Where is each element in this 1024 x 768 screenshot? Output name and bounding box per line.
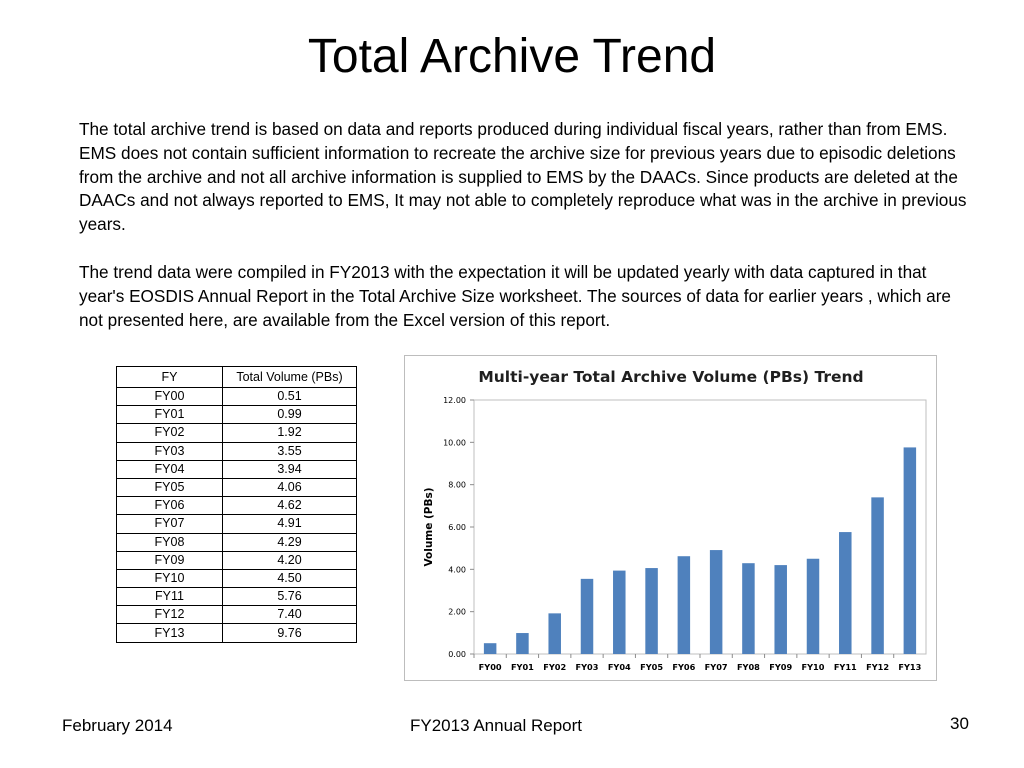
chart-bar <box>839 532 852 654</box>
chart-y-axis-label: Volume (PBs) <box>423 487 435 567</box>
chart-bar <box>807 559 820 654</box>
chart-plot-area <box>474 400 926 654</box>
table-cell-volume: 5.76 <box>223 588 357 606</box>
chart-x-tick-label: FY03 <box>575 662 599 672</box>
chart-x-tick-label: FY04 <box>607 662 631 672</box>
archive-volume-chart <box>404 355 937 681</box>
chart-x-tick-label: FY12 <box>866 662 890 672</box>
table-cell-fy: FY03 <box>117 442 223 460</box>
table-cell-volume: 0.51 <box>223 388 357 406</box>
table-header-volume: Total Volume (PBs) <box>223 367 357 388</box>
footer-date: February 2014 <box>62 716 173 735</box>
table-cell-fy: FY04 <box>117 460 223 478</box>
table-row <box>117 515 357 533</box>
table-row <box>117 406 357 424</box>
table-cell-fy: FY02 <box>117 424 223 442</box>
table-cell-volume: 4.91 <box>223 515 357 533</box>
chart-bar <box>581 579 594 654</box>
chart-bar <box>613 571 626 654</box>
chart-x-tick-label: FY01 <box>510 662 534 672</box>
table-row <box>117 624 357 642</box>
table-row <box>117 497 357 515</box>
description-paragraph-1: The total archive trend is based on data and reports produced during individual fiscal years, rather than from EMS. EMS does not contain sufficient information to recreate the archive size for previous years due to episodic deletions from the archive and not all archive information is supplied to EMS by the DAACs. Since products are deleted at the DAACs and not always reported to EMS, It may not able to completely reproduce what was in the archive in previous years. <box>79 119 967 235</box>
chart-y-tick-label: 4.00 <box>448 565 466 575</box>
chart-y-tick-label: 12.00 <box>443 396 466 405</box>
table-cell-volume: 3.94 <box>223 460 357 478</box>
chart-bar <box>871 497 884 654</box>
chart-x-tick-label: FY05 <box>640 662 664 672</box>
description-paragraph-2: The trend data were compiled in FY2013 with the expectation it will be updated yearly with data captured in that year's EOSDIS Annual Report in the Total Archive Size worksheet. The sources of data for earlier years , which are not presented here, are available from the Excel version of this report. <box>79 262 951 330</box>
chart-y-tick-label: 6.00 <box>448 523 466 532</box>
chart-bar <box>516 633 529 654</box>
table-cell-fy: FY06 <box>117 497 223 515</box>
chart-x-tick-label: FY11 <box>833 662 857 672</box>
chart-x-tick-label: FY10 <box>801 662 825 672</box>
table-row <box>117 533 357 551</box>
chart-canvas <box>405 356 938 682</box>
table-cell-fy: FY07 <box>117 515 223 533</box>
chart-x-tick-label: FY09 <box>769 662 793 672</box>
page-number: 30 <box>950 714 969 733</box>
table-cell-volume: 4.29 <box>223 533 357 551</box>
chart-y-tick-label: 0.00 <box>448 650 466 659</box>
table-row <box>117 388 357 406</box>
archive-volume-table <box>116 366 357 643</box>
table-row <box>117 606 357 624</box>
chart-x-tick-label: FY07 <box>704 662 728 672</box>
chart-x-tick-label: FY02 <box>543 662 567 672</box>
table-header-fy: FY <box>117 367 223 388</box>
chart-y-tick-label: 10.00 <box>443 438 466 448</box>
chart-title: Multi-year Total Archive Volume (PBs) Trend <box>478 368 864 386</box>
table-cell-fy: FY09 <box>117 551 223 569</box>
table-header-row <box>117 367 357 388</box>
table-cell-fy: FY05 <box>117 478 223 496</box>
chart-x-tick-label: FY13 <box>898 662 922 672</box>
chart-x-tick-label: FY00 <box>478 662 502 672</box>
table-cell-volume: 1.92 <box>223 424 357 442</box>
table-cell-volume: 0.99 <box>223 406 357 424</box>
chart-bar <box>645 568 658 654</box>
table-cell-fy: FY10 <box>117 569 223 587</box>
table-row <box>117 551 357 569</box>
table-cell-volume: 9.76 <box>223 624 357 642</box>
table-body <box>117 367 357 643</box>
table-row <box>117 460 357 478</box>
table-cell-fy: FY12 <box>117 606 223 624</box>
table-row <box>117 478 357 496</box>
table-row <box>117 442 357 460</box>
table-cell-volume: 3.55 <box>223 442 357 460</box>
table-cell-fy: FY08 <box>117 533 223 551</box>
chart-bar <box>742 563 755 654</box>
table-cell-volume: 4.62 <box>223 497 357 515</box>
table-cell-fy: FY13 <box>117 624 223 642</box>
table-row <box>117 588 357 606</box>
table-cell-fy: FY01 <box>117 406 223 424</box>
slide-title: Total Archive Trend <box>307 30 717 83</box>
chart-bar <box>678 556 691 654</box>
table-cell-fy: FY11 <box>117 588 223 606</box>
chart-y-tick-label: 8.00 <box>448 480 466 490</box>
table-cell-fy: FY00 <box>117 388 223 406</box>
chart-bar <box>904 447 917 654</box>
chart-bar <box>484 643 497 654</box>
chart-bar <box>710 550 723 654</box>
chart-y-tick-label: 2.00 <box>448 607 466 617</box>
table-row <box>117 424 357 442</box>
table-cell-volume: 4.50 <box>223 569 357 587</box>
table-cell-volume: 4.20 <box>223 551 357 569</box>
table-cell-volume: 7.40 <box>223 606 357 624</box>
chart-bar <box>548 613 561 654</box>
footer-report-name: FY2013 Annual Report <box>410 716 583 735</box>
table-row <box>117 569 357 587</box>
chart-x-tick-label: FY08 <box>736 662 760 672</box>
chart-bar <box>774 565 787 654</box>
chart-x-tick-label: FY06 <box>672 662 696 672</box>
table-cell-volume: 4.06 <box>223 478 357 496</box>
